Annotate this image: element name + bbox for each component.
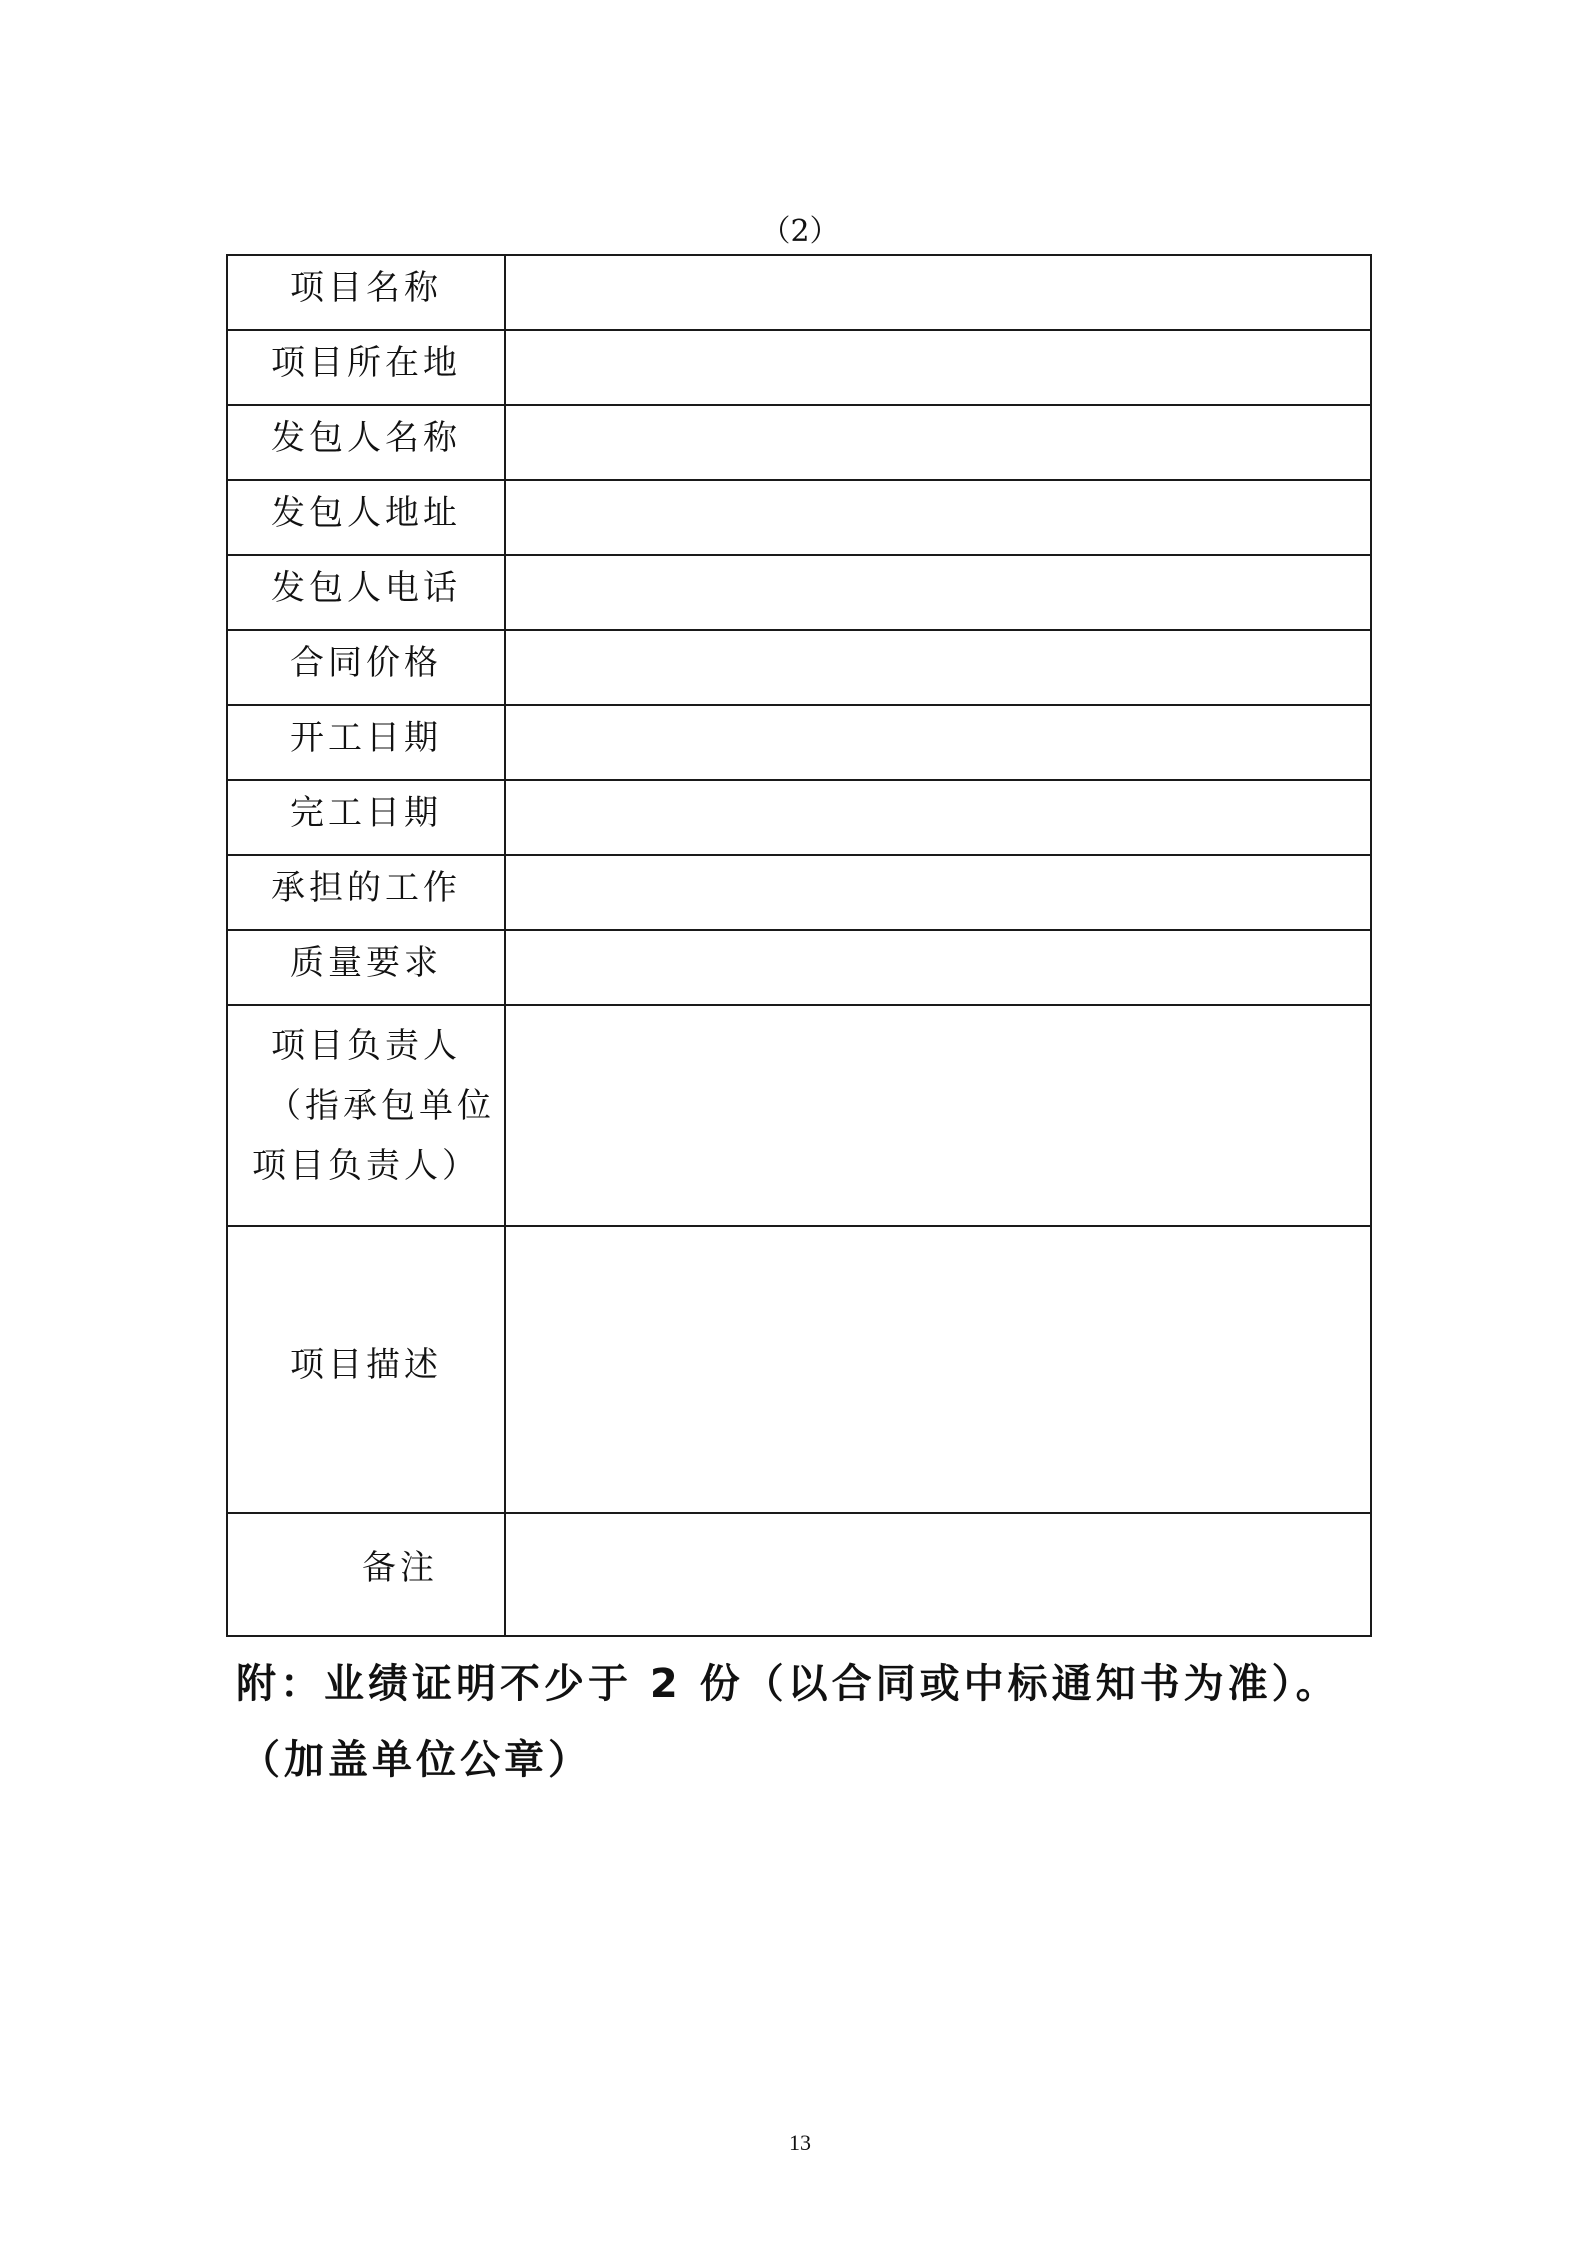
employer-address-field[interactable] <box>505 480 1371 555</box>
page-number: 13 <box>789 2130 811 2155</box>
employer-phone-field[interactable] <box>505 555 1371 630</box>
project-manager-label-line1: 项目负责人 <box>271 1025 461 1066</box>
contract-price-field[interactable] <box>505 630 1371 705</box>
table-caption: （2） <box>760 214 840 249</box>
project-performance-table <box>226 254 1372 1637</box>
start-date-field[interactable] <box>505 705 1371 780</box>
project-name-field[interactable] <box>505 255 1371 330</box>
row-label-employer-name: 发包人名称 <box>227 405 505 480</box>
table-row <box>227 705 1371 780</box>
row-label-project-name: 项目名称 <box>227 255 505 330</box>
row-label-contract-price: 合同价格 <box>227 630 505 705</box>
table-row <box>227 855 1371 930</box>
project-manager-label-line3: 项目负责人） <box>252 1145 480 1186</box>
completion-date-field[interactable] <box>505 780 1371 855</box>
project-manager-field[interactable] <box>505 1005 1371 1226</box>
row-label-employer-address: 发包人地址 <box>227 480 505 555</box>
row-label-project-manager <box>227 1005 505 1226</box>
table-row <box>227 930 1371 1005</box>
work-undertaken-field[interactable] <box>505 855 1371 930</box>
table-row <box>227 630 1371 705</box>
row-label-project-location: 项目所在地 <box>227 330 505 405</box>
row-label-project-description: 项目描述 <box>227 1226 505 1513</box>
row-label-remarks: 备注 <box>227 1513 505 1636</box>
table-row <box>227 1226 1371 1513</box>
employer-name-field[interactable] <box>505 405 1371 480</box>
row-label-start-date: 开工日期 <box>227 705 505 780</box>
remarks-field[interactable] <box>505 1513 1371 1636</box>
table-row <box>227 1513 1371 1636</box>
project-description-field[interactable] <box>505 1226 1371 1513</box>
project-location-field[interactable] <box>505 330 1371 405</box>
seal-note: （加盖单位公章） <box>240 1737 592 1783</box>
table-row <box>227 255 1371 330</box>
table-row <box>227 780 1371 855</box>
row-label-quality-requirements: 质量要求 <box>227 930 505 1005</box>
table-row <box>227 555 1371 630</box>
table-row <box>227 330 1371 405</box>
attachment-note: 附：业绩证明不少于 2 份（以合同或中标通知书为准）。 <box>236 1661 1340 1707</box>
table-row <box>227 480 1371 555</box>
row-label-employer-phone: 发包人电话 <box>227 555 505 630</box>
project-manager-label-line2: （指承包单位 <box>267 1085 495 1126</box>
table-row <box>227 1005 1371 1226</box>
row-label-work-undertaken: 承担的工作 <box>227 855 505 930</box>
quality-requirements-field[interactable] <box>505 930 1371 1005</box>
table-row <box>227 405 1371 480</box>
row-label-completion-date: 完工日期 <box>227 780 505 855</box>
